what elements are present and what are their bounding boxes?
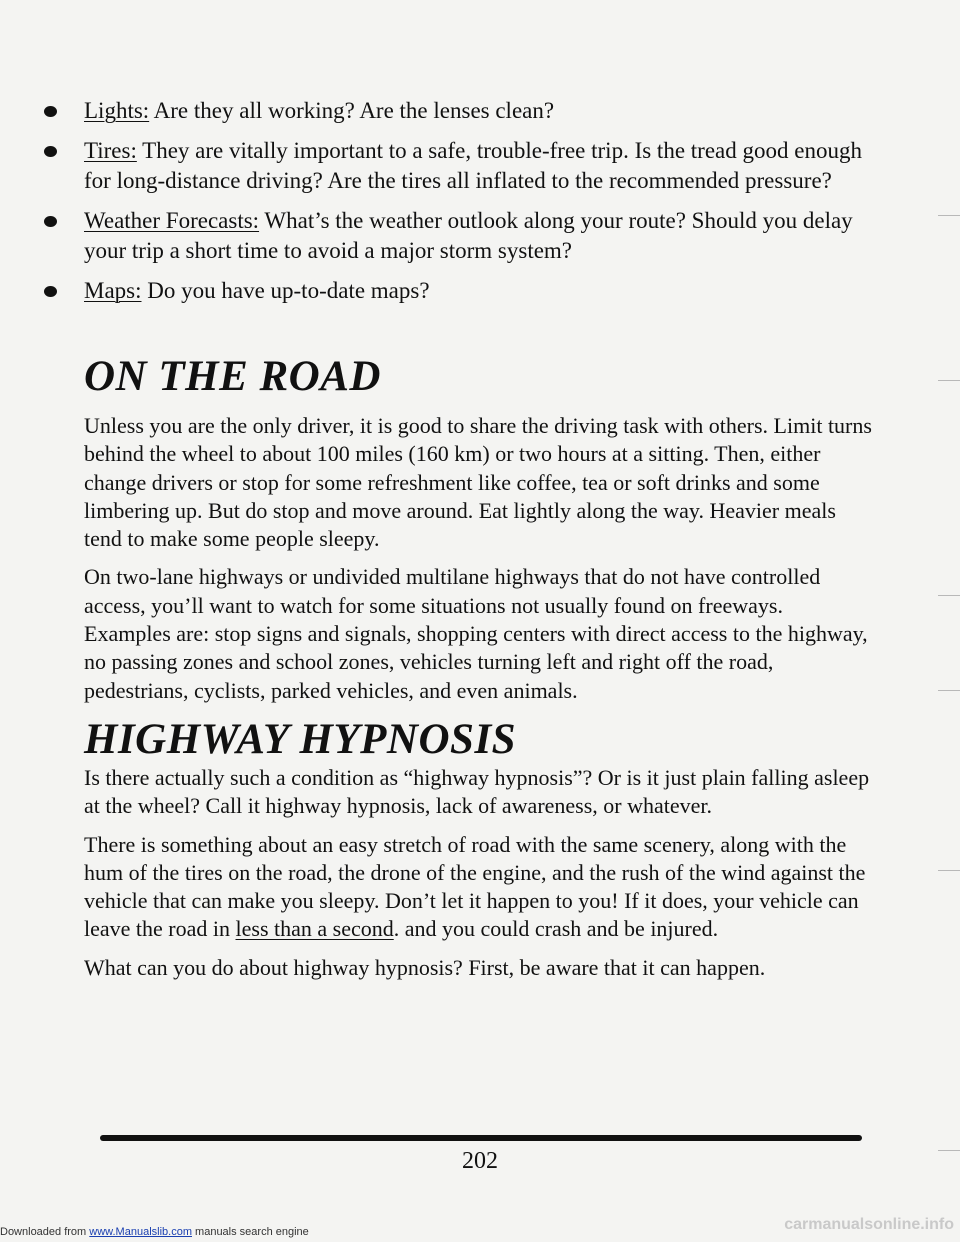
watermark: carmanualsonline.info	[784, 1216, 954, 1233]
item-text: Do you have up-to-date maps?	[141, 278, 430, 303]
item-term: Lights:	[84, 98, 150, 123]
item-text: What’s the weather outlook along your route? Should you delay your trip a short time to avoid a major storm system?	[84, 208, 853, 263]
edge-mark	[938, 870, 960, 871]
paragraph	[84, 831, 874, 944]
text-run: There is something about an easy stretch of road with the same scenery, along with the hum of the tires on the road, the drone of the engine, and the rush of the wind against the vehicle that can make you sleepy. Don’t let it happen to you! If it does, your vehicle can leave the road in	[84, 831, 866, 942]
paragraph: On two-lane highways or undivided multilane highways that do not have controlled access, you’ll want to watch for some situations not usually found on freeways. Examples are: stop signs and signals, shopping centers with direct access to the highway, no passing zones and school zones, vehicles turning left and right off the road, pedestrians, cyclists, parked vehicles, and even animals.	[84, 564, 868, 703]
checklist-item-weather	[44, 206, 864, 266]
page-number: 202	[462, 1148, 498, 1174]
emphasis-underlined: less than a second	[235, 916, 394, 942]
paragraph: Unless you are the only driver, it is good to share the driving task with others. Limit turns behind the wheel to about 100 miles (160 km) or two hours at a sitting. Then, either change drivers or stop for some refreshment like coffee, tea or soft drinks and some limbering up. But do stop and move around. Eat lightly along the way. Heavier meals tend to make some people sleepy.	[84, 413, 872, 552]
item-text: They are vitally important to a safe, trouble-free trip. Is the tread good enough for long-distance driving? Are the tires all inflated to the recommended pressure?	[84, 138, 862, 193]
footer-rule	[100, 1135, 862, 1141]
bullet-icon	[44, 146, 57, 157]
edge-mark	[938, 1150, 960, 1151]
edge-mark	[938, 690, 960, 691]
edge-mark	[938, 595, 960, 596]
section-heading-highway-hypnosis: HIGHWAY HYPNOSIS	[84, 716, 517, 763]
item-term: Tires:	[84, 138, 137, 163]
edge-mark	[938, 380, 960, 381]
item-text: Are they all working? Are the lenses clean?	[149, 98, 555, 123]
checklist-item-lights	[44, 96, 864, 126]
bullet-icon	[44, 286, 57, 297]
manualslib-link[interactable]: www.Manualslib.com	[89, 1226, 192, 1238]
footer-prefix: Downloaded from	[0, 1226, 90, 1238]
checklist	[44, 96, 864, 316]
paragraph: What can you do about highway hypnosis? First, be aware that it can happen.	[84, 954, 766, 980]
footer-suffix: manuals search engine	[191, 1226, 309, 1238]
paragraph: Is there actually such a condition as “highway hypnosis”? Or is it just plain falling asleep at the wheel? Call it highway hypnosis, lack of awareness, or whatever.	[84, 765, 870, 819]
section-on-the-road	[84, 412, 874, 715]
item-term: Weather Forecasts:	[84, 208, 260, 233]
section-highway-hypnosis	[84, 764, 874, 992]
item-term: Maps:	[84, 278, 142, 303]
text-run: . and you could crash and be injured.	[393, 916, 719, 942]
bullet-icon	[44, 216, 57, 227]
edge-mark	[938, 215, 960, 216]
checklist-item-maps	[44, 276, 864, 306]
bullet-icon	[44, 106, 57, 117]
section-heading-on-the-road: ON THE ROAD	[84, 353, 381, 400]
download-footer	[0, 1226, 309, 1238]
checklist-item-tires	[44, 136, 864, 196]
